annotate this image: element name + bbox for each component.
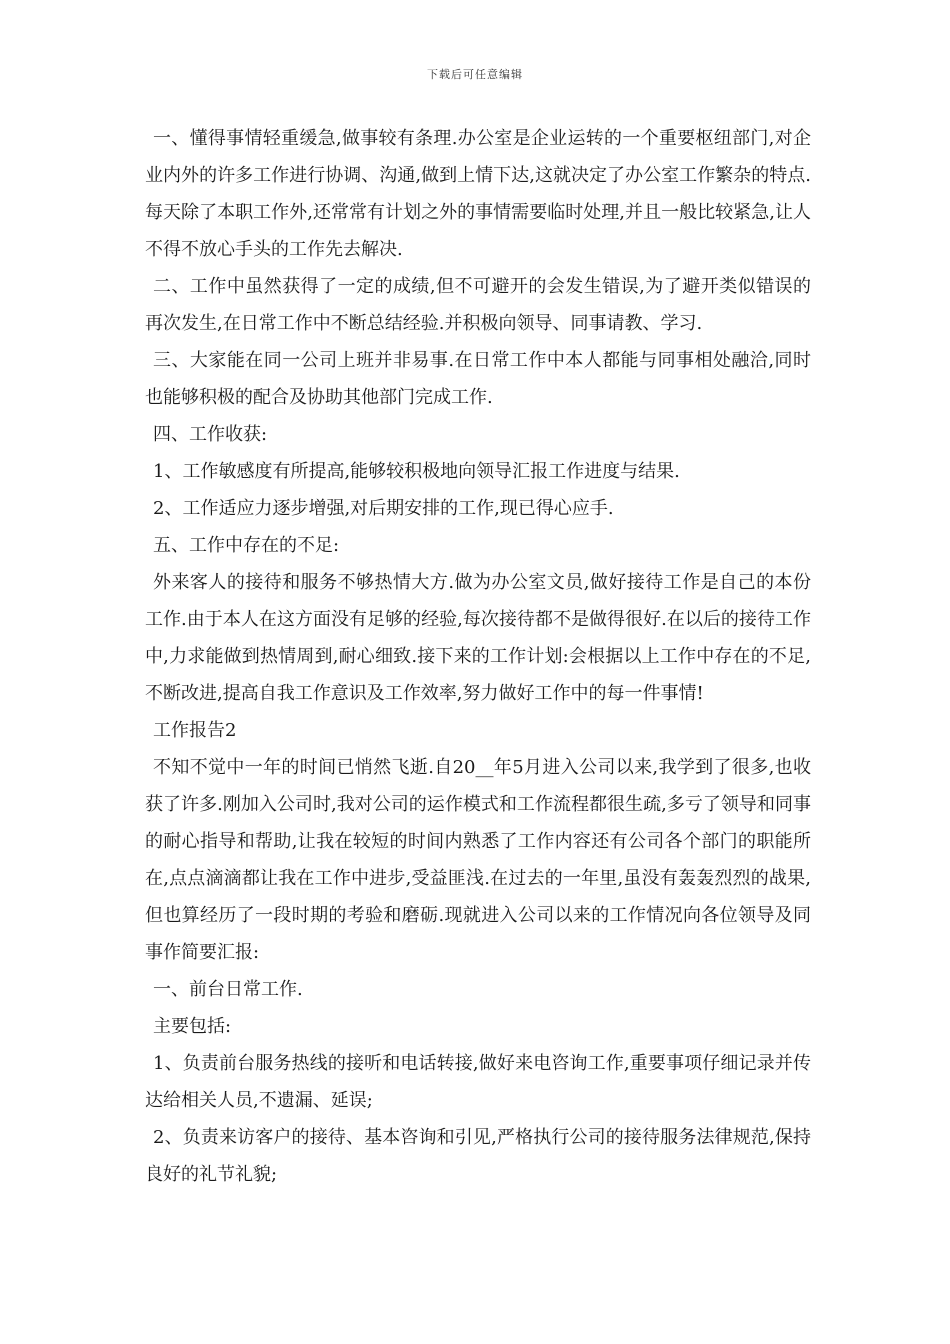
document-body: [145, 120, 811, 1193]
paragraph-10: 不知不觉中一年的时间已悄然飞逝.自20__年5月进入公司以来,我学到了很多,也收获了许多.刚加入公司时,我对公司的运作模式和工作流程都很生疏,多亏了领导和同事的耐心指导和帮助,让我在较短的时间内熟悉了工作内容还有公司各个部门的职能所在,点点滴滴都让我在工作中进步,受益匪浅.在过去的一年里,虽没有轰轰烈烈的战果,但也算经历了一段时期的考验和磨砺.现就进入公司以来的工作情况向各位领导及同事作简要汇报:: [145, 757, 811, 963]
paragraph-7: 五、工作中存在的不足:: [153, 535, 340, 556]
paragraph-6: 2、工作适应力逐步增强,对后期安排的工作,现已得心应手.: [153, 498, 614, 519]
paragraph-14: 2、负责来访客户的接待、基本咨询和引见,严格执行公司的接待服务法律规范,保持良好的礼节礼貌;: [145, 1127, 811, 1185]
paragraph-1: 一、懂得事情轻重缓急,做事较有条理.办公室是企业运转的一个重要枢纽部门,对企业内外的许多工作进行协调、沟通,做到上情下达,这就决定了办公室工作繁杂的特点.每天除了本职工作外,还常常有计划之外的事情需要临时处理,并且一般比较紧急,让人不得不放心手头的工作先去解决.: [145, 128, 811, 260]
paragraph-4: 四、工作收获:: [153, 424, 268, 445]
paragraph-11: 一、前台日常工作.: [153, 979, 303, 1000]
paragraph-12: 主要包括:: [153, 1016, 232, 1037]
paragraph-3: 三、大家能在同一公司上班并非易事.在日常工作中本人都能与同事相处融洽,同时也能够积极的配合及协助其他部门完成工作.: [145, 350, 811, 408]
section-heading: 工作报告2: [153, 720, 237, 741]
header-note: 下载后可任意编辑: [427, 68, 523, 81]
paragraph-2: 二、工作中虽然获得了一定的成绩,但不可避开的会发生错误,为了避开类似错误的再次发生,在日常工作中不断总结经验.并积极向领导、同事请教、学习.: [145, 276, 811, 334]
paragraph-8: 外来客人的接待和服务不够热情大方.做为办公室文员,做好接待工作是自己的本份工作.由于本人在这方面没有足够的经验,每次接待都不是做得很好.在以后的接待工作中,力求能做到热情周到,耐心细致.接下来的工作计划:会根据以上工作中存在的不足,不断改进,提高自我工作意识及工作效率,努力做好工作中的每一件事情!: [145, 572, 811, 704]
paragraph-5: 1、工作敏感度有所提高,能够较积极地向领导汇报工作进度与结果.: [153, 461, 680, 482]
paragraph-13: 1、负责前台服务热线的接听和电话转接,做好来电咨询工作,重要事项仔细记录并传达给相关人员,不遗漏、延误;: [145, 1053, 811, 1111]
